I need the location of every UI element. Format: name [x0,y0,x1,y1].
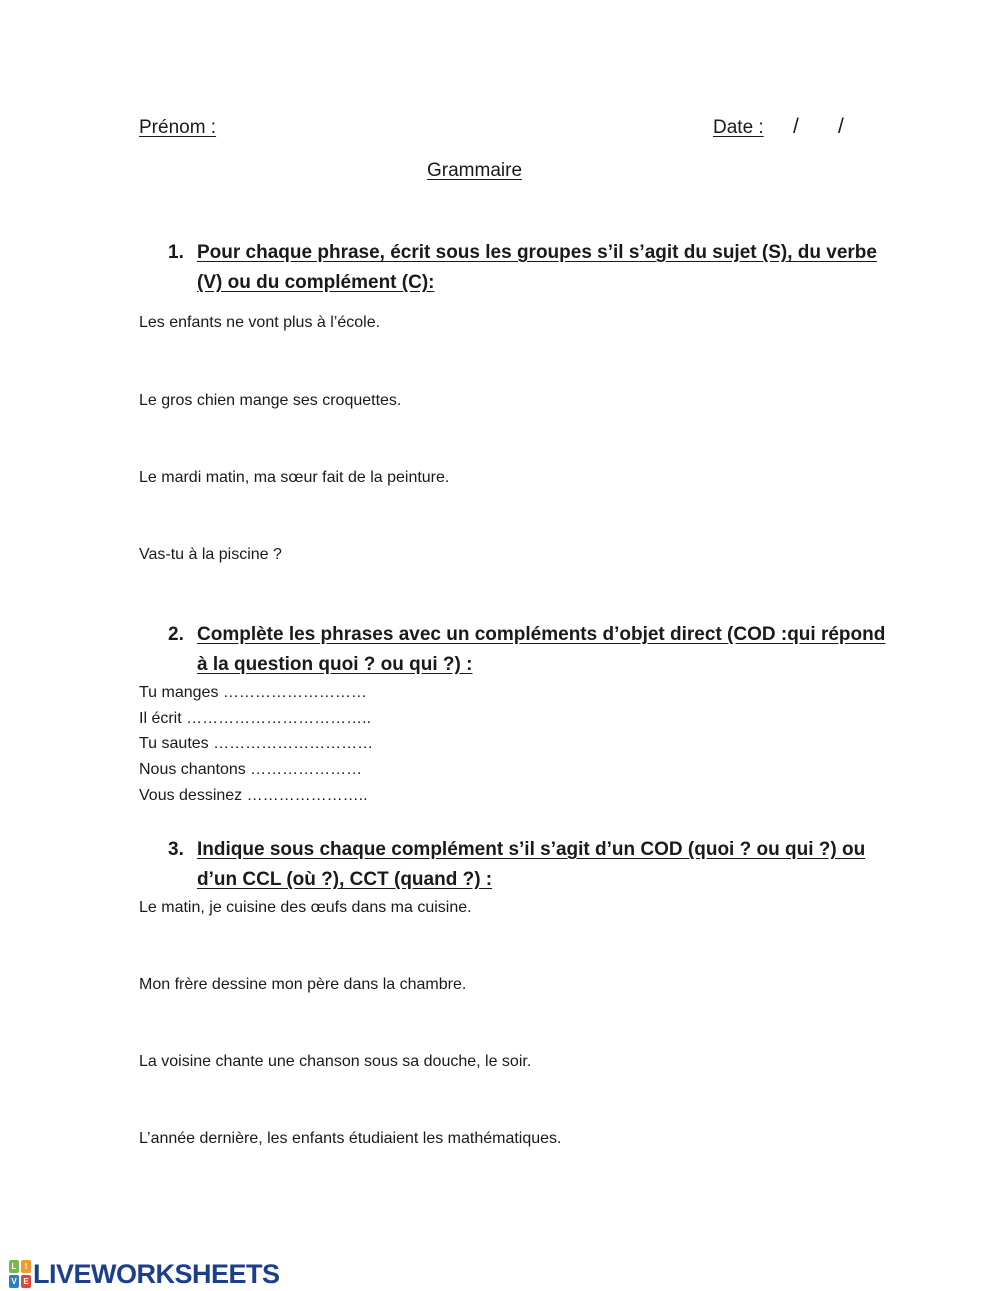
liveworksheets-logo[interactable] [9,1259,280,1289]
logo-icon-e: E [21,1275,31,1288]
q2-line-5: Vous dessinez ………………….. [139,787,368,804]
question-1 [168,238,877,300]
q3-sentence-2: Mon frère dessine mon père dans la chambre. [139,976,467,993]
q2-line-3: Tu sautes ………………………… [139,735,374,752]
q2-line-1: Tu manges ……………………… [139,684,367,701]
logo-icon-v: V [9,1275,19,1288]
page-title: Grammaire [427,160,523,181]
q1-sentence-4: Vas-tu à la piscine ? [139,546,282,563]
liveworksheets-logo-icon [9,1260,31,1288]
question-1-text: Pour chaque phrase, écrit sous les groupes s’il s’agit du sujet (S), du verbe (V) ou du complément (C): [197,242,877,293]
q1-sentence-3: Le mardi matin, ma sœur fait de la peinture. [139,469,450,486]
date-slash-1: / [793,115,799,138]
prenom-label: Prénom : [139,117,217,138]
question-3 [168,835,868,897]
q2-line-2: Il écrit …………………………….. [139,710,372,727]
question-2-text: Complète les phrases avec un compléments d’objet direct (COD :qui répond à la question quoi ? ou qui ?) : [197,624,886,675]
question-3-text: Indique sous chaque complément s’il s’agit d’un COD (quoi ? ou qui ?) ou d’un CCL (où ?), CCT (quand ?) : [197,839,866,890]
question-2 [168,620,886,682]
date-slash-2: / [838,115,844,138]
date-label: Date : [713,117,764,138]
q1-sentence-2: Le gros chien mange ses croquettes. [139,392,402,409]
logo-text: LIVEWORKSHEETS [33,1258,280,1289]
question-1-number: 1. [168,242,184,263]
question-3-number: 3. [168,839,184,860]
logo-icon-i: I [21,1260,31,1273]
q3-sentence-4: L’année dernière, les enfants étudiaient les mathématiques. [139,1130,562,1147]
logo-icon-l: L [9,1260,19,1273]
question-2-number: 2. [168,624,184,645]
q3-sentence-3: La voisine chante une chanson sous sa douche, le soir. [139,1053,532,1070]
q1-sentence-1: Les enfants ne vont plus à l’école. [139,314,381,331]
q3-sentence-1: Le matin, je cuisine des œufs dans ma cuisine. [139,899,472,916]
q2-line-4: Nous chantons ………………… [139,761,363,778]
